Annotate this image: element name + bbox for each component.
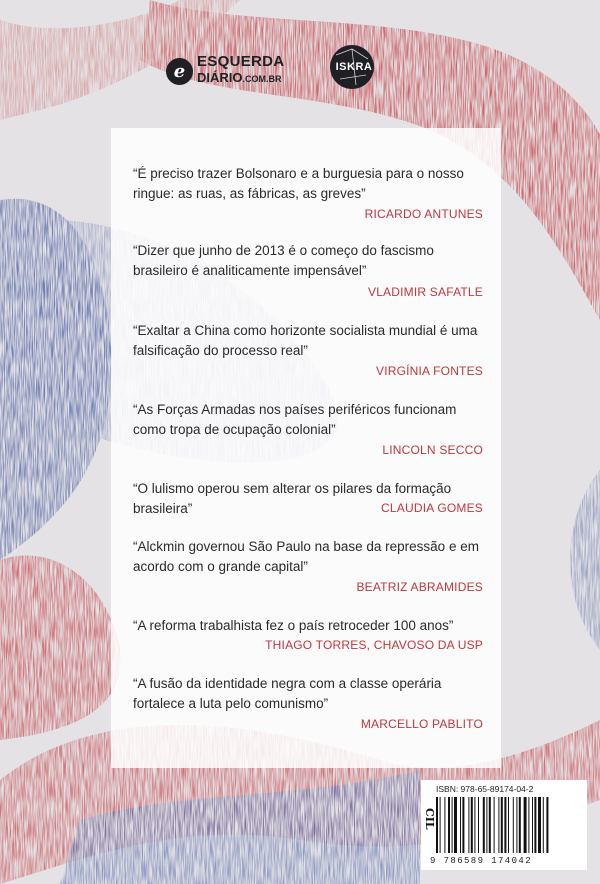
barcode-bar — [471, 797, 473, 853]
barcode-bar — [478, 797, 479, 853]
quote-text: “O lulismo operou sem alterar os pilares da formação brasileira” — [133, 481, 452, 516]
iskra-wordmark: ISKRA — [335, 61, 373, 73]
barcode-bar — [516, 797, 517, 853]
quote-text: “Exaltar a China como horizonte socialista mundial é uma falsificação do processo real” — [133, 323, 478, 358]
quote-text: “Dizer que junho de 2013 é o começo do fascismo brasileiro é analiticamente impensável” — [133, 243, 434, 278]
quote-text: “A fusão da identidade negra com a classe operária fortalece a luta pelo comunismo” — [133, 676, 442, 711]
barcode-bar — [483, 797, 485, 853]
barcode-bar — [440, 797, 441, 853]
barcode-bar — [462, 797, 464, 853]
quote-author: BEATRIZ ABRAMIDES — [356, 580, 483, 594]
isbn-label: ISBN: 978-65-89174-04-2 — [436, 784, 534, 794]
cil-publisher-mark: CIL — [423, 808, 436, 830]
barcode-bar — [508, 797, 509, 853]
quote-author: VIRGÍNIA FONTES — [375, 364, 483, 378]
barcode-bar — [460, 797, 461, 853]
barcode-bar — [513, 797, 514, 853]
quote-text: “É preciso trazer Bolsonaro e a burguesia para o nosso ringue: as ruas, as fábricas, as greves” — [133, 166, 464, 201]
barcode-bar — [448, 797, 450, 853]
esquerda-diario-logo — [166, 48, 306, 86]
barcode-bar — [474, 797, 475, 853]
barcode-bars — [436, 797, 582, 855]
barcode-bar — [538, 797, 541, 853]
quote-author: MARCELLO PABLITO — [360, 717, 483, 731]
quote-text: “A reforma trabalhista fez o país retroceder 100 anos” — [133, 618, 454, 633]
quote-text: “As Forças Armadas nos países periféricos funcionam como tropa de ocupação colonial” — [133, 402, 457, 437]
barcode-bar — [494, 797, 495, 853]
barcode-bar — [524, 797, 527, 853]
barcode-digits: 9 786589 174042 — [430, 856, 533, 866]
esquerda-diario-mark-icon: e — [166, 58, 193, 85]
barcode-bar — [546, 797, 548, 853]
quote-text: “Alckmin governou São Paulo na base da repressão e em acordo com o grande capital” — [133, 539, 479, 574]
barcode-bar — [444, 797, 445, 853]
barcode-bar — [528, 797, 529, 853]
barcode-bar — [454, 797, 457, 853]
esquerda-diario-line1: ESQUERDA — [197, 53, 285, 70]
quote-author: THIAGO TORRES, CHAVOSO DA USP — [265, 638, 483, 652]
barcode-bar — [519, 797, 521, 853]
barcode-bar — [436, 797, 438, 853]
barcode-bar — [504, 797, 506, 853]
barcode-bar — [501, 797, 503, 853]
barcode-bar — [468, 797, 469, 853]
barcode-bar — [452, 797, 453, 853]
barcode-bar — [532, 797, 533, 853]
quote-author: VLADIMIR SAFATLE — [367, 285, 483, 299]
barcode-bar — [489, 797, 491, 853]
esquerda-diario-line2: DIÁRIO.COM.BR — [197, 70, 282, 85]
barcode-bar — [498, 797, 499, 853]
barcode-bar — [534, 797, 536, 853]
quote-author: LINCOLN SECCO — [382, 443, 483, 457]
quote-author: RICARDO ANTUNES — [364, 207, 483, 221]
barcode-bar — [543, 797, 544, 853]
quote-author: CLAUDIA GOMES — [381, 501, 483, 515]
iskra-logo — [330, 45, 374, 89]
barcode-bar — [486, 797, 487, 853]
